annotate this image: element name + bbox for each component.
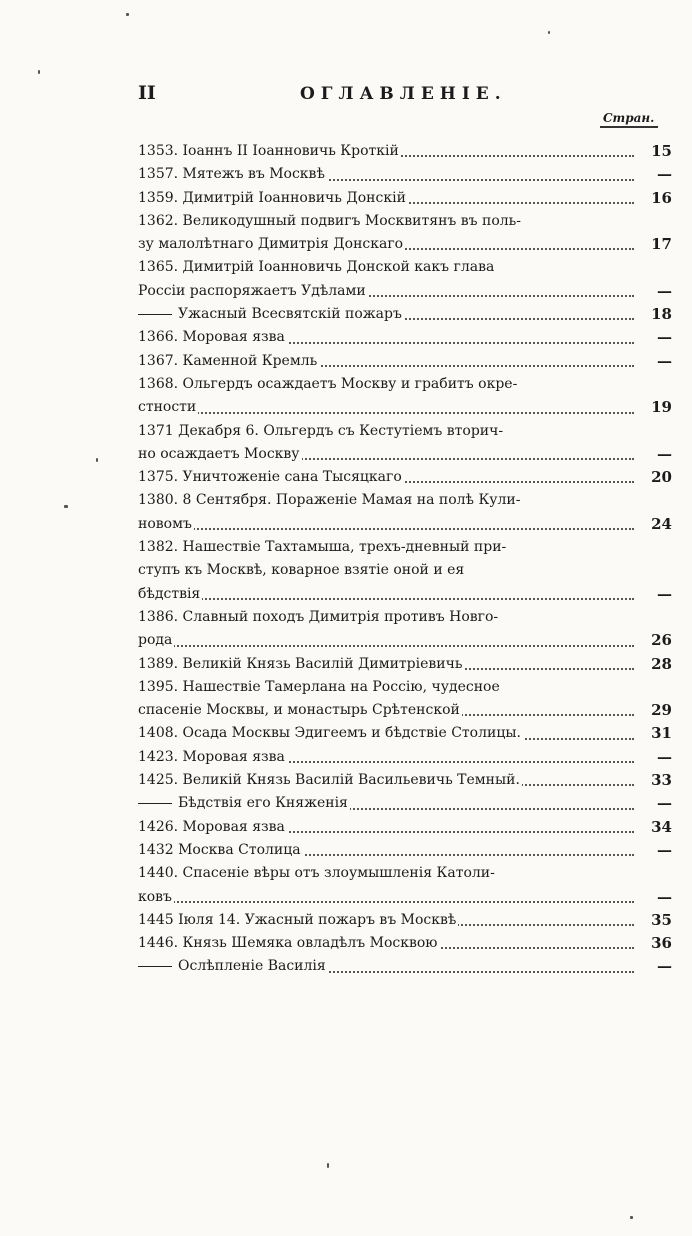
toc-entry	[138, 955, 672, 978]
toc-entry-line	[138, 909, 672, 932]
toc-entry-line	[138, 513, 672, 536]
toc-entry-title: бѣдствія	[138, 585, 201, 602]
toc-entry-text	[138, 653, 465, 676]
toc-entry-line	[138, 256, 672, 279]
toc-entry-title: но осаждаетъ Москву	[138, 445, 300, 462]
toc-entry-line	[138, 769, 672, 792]
toc-entry-line	[138, 699, 672, 722]
toc-entry-text	[138, 746, 287, 769]
toc-entry-line	[138, 187, 672, 210]
page-number: II	[138, 82, 156, 104]
toc-page-number: 17	[651, 235, 672, 254]
toc-page-number: 20	[651, 468, 672, 487]
toc-page-number: —	[657, 957, 672, 976]
toc-entry	[138, 792, 672, 815]
toc-entry-line	[138, 210, 672, 233]
toc-entry-title: 1353. Іоаннъ II Іоанновичь Кроткій	[138, 143, 399, 159]
toc-entry-title: зу малолѣтнаго Димитрія Донскаго	[138, 236, 404, 253]
toc-entry-text	[138, 792, 350, 815]
toc-entry-title: 1380. 8 Сентября. Пораженіе Мамая на полѣ Кули-	[138, 492, 521, 509]
dot-leader	[138, 528, 634, 530]
toc-entry-line	[138, 373, 672, 396]
dot-leader	[138, 598, 634, 600]
toc-entry-line	[138, 489, 672, 512]
ditto-dash	[138, 966, 172, 967]
toc-entry-text	[138, 839, 303, 862]
toc-entry-line	[138, 722, 672, 745]
scan-speck	[96, 458, 98, 462]
toc-page-number: 26	[651, 631, 672, 650]
toc-entry-title: 1432 Москва Столица	[138, 841, 301, 858]
toc-entry-line	[138, 583, 672, 606]
toc-entry	[138, 350, 672, 373]
toc-entry-text	[138, 140, 401, 163]
page-title: ОГЛАВЛЕНІЕ.	[300, 84, 507, 104]
toc-entry-line	[138, 466, 672, 489]
toc-entry-text	[138, 396, 198, 419]
toc-entry-title: 1368. Ольгердъ осаждаетъ Москву и грабитъ окре-	[138, 375, 518, 392]
toc-entry-line	[138, 280, 672, 303]
toc-entry-title: 1375. Уничтоженіе сана Тысяцкаго	[138, 469, 402, 486]
toc-entry-text	[138, 373, 519, 396]
toc-entry	[138, 210, 672, 257]
toc-entry-text	[138, 443, 302, 466]
toc-entry-title: 1386. Славный походъ Димитрія противъ Новго-	[138, 608, 499, 625]
toc-entry-title: 1371 Декабря 6. Ольгердъ съ Кестутіемъ вторич-	[138, 422, 504, 439]
scan-speck	[64, 505, 68, 508]
toc-entry-title: 1362. Великодушный подвигъ Москвитянъ въ поль-	[138, 212, 521, 229]
toc-entry	[138, 420, 672, 467]
toc-entry-text	[138, 513, 194, 536]
toc-entry-title: 1446. Князь Шемяка овладѣлъ Москвою	[138, 935, 438, 952]
toc-entry-title: 1359. Димитрій Іоанновичь Донскій	[138, 189, 406, 206]
toc-page-number: 15	[651, 142, 672, 160]
toc-entry	[138, 932, 672, 955]
toc-entry-text	[138, 886, 174, 909]
toc-entry-line	[138, 443, 672, 466]
ditto-dash	[138, 803, 172, 804]
scan-speck	[548, 31, 550, 34]
toc-page-number: 28	[651, 654, 672, 673]
scan-speck	[126, 13, 129, 16]
toc-entry-line	[138, 629, 672, 652]
toc-entry-text	[138, 559, 466, 582]
dot-leader	[138, 645, 634, 647]
toc-entry-text	[138, 326, 287, 349]
toc-page-number: 33	[651, 771, 672, 790]
toc-entry-text	[138, 187, 408, 210]
toc-entry-text	[138, 699, 462, 722]
page-column-label: Стран.	[603, 111, 655, 125]
toc-entry-title: новомъ	[138, 515, 192, 532]
toc-entry-text	[138, 932, 439, 955]
toc-entry-title: 1367. Каменной Кремль	[138, 352, 318, 369]
toc-entry-text	[138, 955, 328, 978]
toc-entry-text	[138, 350, 319, 373]
toc-page-number: 31	[651, 724, 672, 743]
toc-entry-text	[138, 862, 497, 885]
toc-page-number: —	[657, 794, 672, 813]
toc-entry	[138, 187, 672, 210]
toc-entry-text	[138, 629, 174, 652]
dot-leader	[138, 901, 634, 903]
ditto-dash	[138, 314, 172, 315]
toc-entry-line	[138, 140, 672, 163]
toc-entry-text	[138, 210, 523, 233]
toc-page-number: —	[657, 281, 672, 300]
toc-entry	[138, 303, 672, 326]
toc-entry	[138, 140, 672, 163]
toc-entry	[138, 676, 672, 723]
toc-entry-line	[138, 536, 672, 559]
toc-entry-title: Бѣдствія его Княженія	[178, 795, 348, 812]
toc-entry	[138, 839, 672, 862]
toc-entry-title: 1425. Великій Князь Василій Васильевичь Темный.	[138, 772, 520, 789]
toc-entry	[138, 163, 672, 186]
toc-entry	[138, 373, 672, 420]
dot-leader	[138, 412, 634, 414]
toc-entry	[138, 862, 672, 909]
toc-entry-text	[138, 722, 523, 745]
toc-entry-title: Россіи распоряжаетъ Удѣлами	[138, 282, 366, 299]
toc-entry-title: стности	[138, 399, 197, 416]
toc-entry-title: 1440. Спасеніе вѣры отъ злоумышленія Католи-	[138, 865, 495, 882]
toc-entry-title: Ужасный Всесвятскій пожаръ	[178, 306, 402, 323]
toc-entry-line	[138, 792, 672, 815]
toc-entry-text	[138, 489, 522, 512]
toc-entry-title: 1408. Осада Москвы Эдигеемъ и бѣдствіе Столицы.	[138, 725, 521, 742]
toc-entry-text	[138, 256, 496, 279]
toc-page-number: 18	[651, 305, 672, 324]
toc-entry-line	[138, 606, 672, 629]
toc-page-number: —	[657, 351, 672, 370]
scan-speck	[630, 1216, 633, 1219]
toc-entry-line	[138, 653, 672, 676]
toc-entry-title: 1357. Мятежъ въ Москвѣ	[138, 166, 325, 183]
toc-entry-title: 1365. Димитрій Іоанновичь Донской какъ глава	[138, 259, 495, 276]
toc-entry	[138, 653, 672, 676]
toc-entry	[138, 536, 672, 606]
toc-entry-text	[138, 536, 508, 559]
toc-entry-line	[138, 350, 672, 373]
scan-speck	[327, 1163, 329, 1168]
toc-entry-line	[138, 746, 672, 769]
toc-entry-title: рода	[138, 632, 173, 649]
toc-entry-line	[138, 886, 672, 909]
toc-entry-line	[138, 303, 672, 326]
toc-entry-line	[138, 816, 672, 839]
toc-entry-title: Ослѣпленіе Василія	[178, 958, 326, 975]
toc-entry	[138, 722, 672, 745]
toc-entry-text	[138, 769, 522, 792]
toc-entry-text	[138, 816, 287, 839]
toc-entry	[138, 489, 672, 536]
toc-entry-title: 1395. Нашествіе Тамерлана на Россію, чудесное	[138, 678, 500, 695]
toc-entry-text	[138, 233, 405, 256]
toc-entry	[138, 769, 672, 792]
scan-speck	[38, 70, 40, 74]
toc-entry-line	[138, 233, 672, 256]
toc-entry-title: 1389. Великій Князь Василій Димитріевичь	[138, 655, 463, 672]
toc-entry-title: 1366. Моровая язва	[138, 329, 285, 346]
table-of-contents	[138, 140, 672, 979]
toc-entry-line	[138, 955, 672, 978]
toc-page-number: 34	[651, 817, 672, 836]
toc-page-number: —	[657, 444, 672, 463]
toc-page-number: —	[657, 328, 672, 347]
toc-page-number: —	[657, 840, 672, 859]
toc-page-number: 24	[651, 514, 672, 533]
toc-entry-title: ковъ	[138, 888, 172, 905]
toc-page-number: —	[657, 747, 672, 766]
toc-entry-line	[138, 559, 672, 582]
toc-page-number: 35	[651, 910, 672, 929]
toc-entry	[138, 816, 672, 839]
toc-page-number: 29	[651, 701, 672, 720]
toc-entry-title: 1382. Нашествіе Тахтамыша, трехъ-дневный при-	[138, 539, 507, 556]
toc-entry-text	[138, 606, 500, 629]
column-label-rule	[600, 126, 658, 128]
toc-page-number: —	[657, 165, 672, 184]
toc-entry-title: спасеніе Москвы, и монастырь Срѣтенской	[138, 702, 460, 719]
toc-entry-title: 1445 Іюля 14. Ужасный пожаръ въ Москвѣ	[138, 911, 457, 928]
toc-entry	[138, 256, 672, 303]
toc-entry-text	[138, 676, 502, 699]
toc-page-number: —	[657, 584, 672, 603]
toc-entry-text	[138, 909, 458, 932]
toc-entry-text	[138, 466, 404, 489]
toc-entry-text	[138, 303, 404, 326]
toc-page-number: —	[657, 887, 672, 906]
toc-entry	[138, 746, 672, 769]
toc-page-number: 16	[651, 188, 672, 207]
page-header	[0, 82, 692, 112]
toc-entry-line	[138, 839, 672, 862]
toc-entry-title: ступъ къ Москвѣ, коварное взятіе оной и ея	[138, 562, 465, 579]
toc-entry	[138, 606, 672, 653]
toc-entry	[138, 909, 672, 932]
toc-entry-line	[138, 163, 672, 186]
toc-entry-text	[138, 420, 505, 443]
toc-entry-text	[138, 163, 327, 186]
toc-entry-text	[138, 583, 202, 606]
toc-entry-title: 1426. Моровая язва	[138, 818, 285, 835]
toc-entry-line	[138, 396, 672, 419]
toc-entry	[138, 326, 672, 349]
toc-entry-title: 1423. Моровая язва	[138, 748, 285, 765]
toc-entry-line	[138, 676, 672, 699]
toc-entry-line	[138, 862, 672, 885]
toc-entry-line	[138, 326, 672, 349]
toc-page-number: 36	[651, 934, 672, 953]
toc-entry-line	[138, 932, 672, 955]
toc-entry-line	[138, 420, 672, 443]
toc-page-number: 19	[651, 398, 672, 417]
toc-entry	[138, 466, 672, 489]
toc-entry-text	[138, 280, 368, 303]
